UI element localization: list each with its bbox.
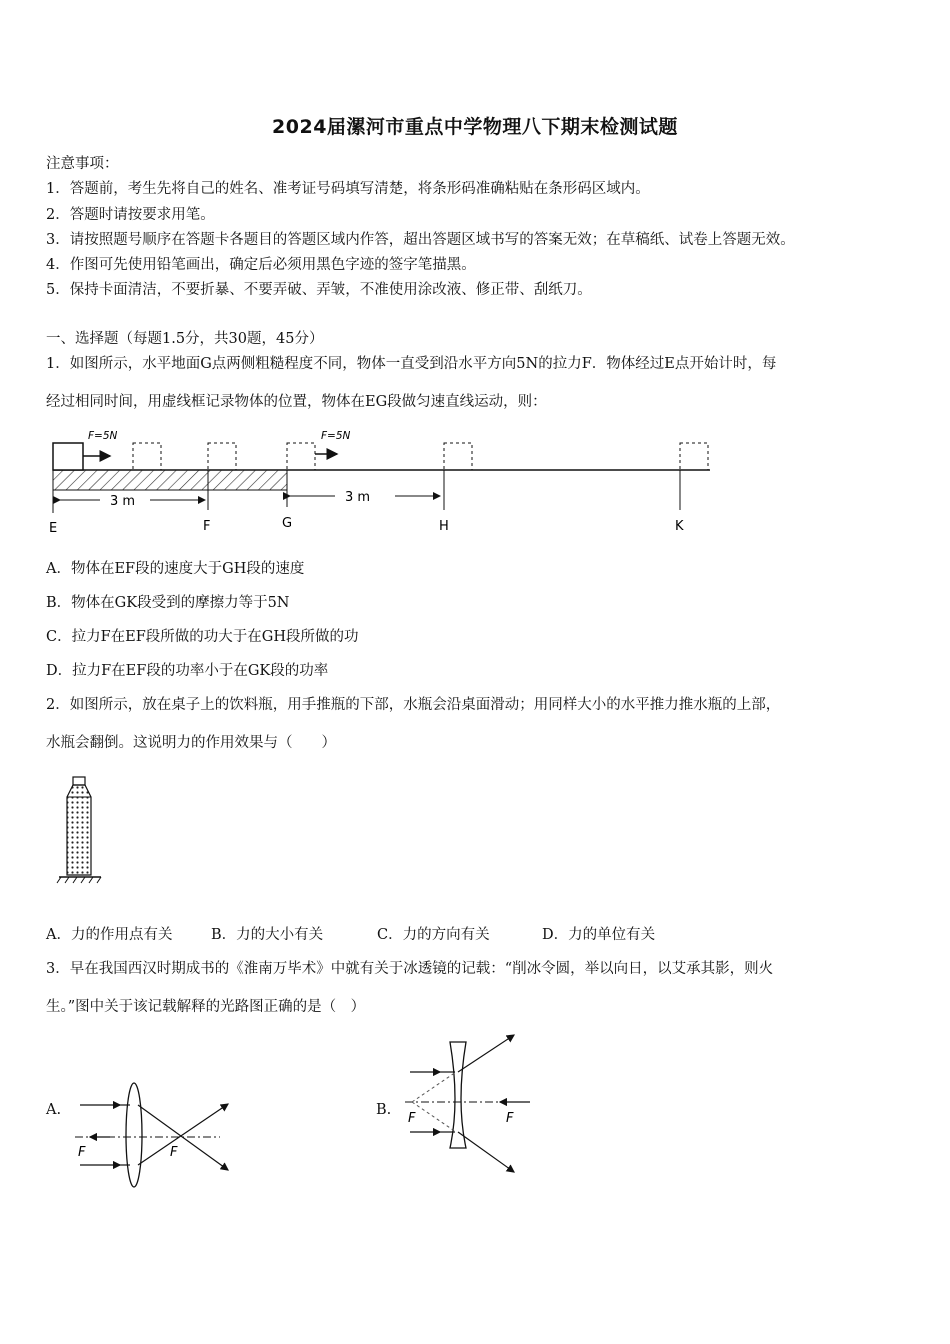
q2-option-d: D．力的单位有关 <box>542 927 656 943</box>
point-label-H: H <box>439 519 449 534</box>
point-label-G: G <box>282 516 293 531</box>
point-label-K: K <box>675 519 684 534</box>
notice-item: 2．答题时请按要求用笔。 <box>46 207 215 223</box>
focus-label-left: F <box>408 1111 416 1126</box>
notice-item: 4．作图可先使用铅笔画出，确定后必须用黑色字迹的签字笔描黑。 <box>46 257 476 273</box>
q1-option-c: C．拉力F在EF段所做的功大于在GH段所做的功 <box>46 629 359 645</box>
rough-surface <box>53 470 287 490</box>
dashed-position-box <box>287 443 315 470</box>
q3-stem-line2: 生。”图中关于该记载解释的光路图正确的是（ ） <box>46 999 366 1015</box>
notice-item: 1．答题前，考生先将自己的姓名、准考证号码填写清楚，将条形码准确粘贴在条形码区域内。 <box>46 181 650 197</box>
q1-stem-line2: 经过相同时间，用虚线框记录物体的位置，物体在EG段做匀速直线运动，则： <box>46 394 547 410</box>
dashed-position-box <box>208 443 236 470</box>
notice-item: 5．保持卡面清洁，不要折暴、不要弄破、弄皱，不准使用涂改液、修正带、刮纸刀。 <box>46 282 592 298</box>
dashed-position-box <box>444 443 472 470</box>
q2-option-c: C．力的方向有关 <box>377 927 490 943</box>
dashed-position-box <box>680 443 708 470</box>
point-label-F: F <box>203 519 211 534</box>
q3-option-a-label: A. <box>46 1102 62 1118</box>
distance-label-1: 3 m <box>110 494 136 509</box>
convex-lens-diagram <box>70 1080 235 1195</box>
q1-option-b: B．物体在GK段受到的摩擦力等于5N <box>46 595 290 611</box>
force-label-2: F=5N <box>321 430 351 442</box>
section-heading: 一、选择题（每题1.5分，共30题，45分） <box>46 331 324 347</box>
q2-stem-line2: 水瓶会翻倒。这说明力的作用效果与（ ） <box>46 735 336 751</box>
focus-label-right: F <box>170 1145 178 1160</box>
q3-option-b-label: B. <box>376 1102 392 1118</box>
notice-heading: 注意事项： <box>46 156 119 172</box>
q3-stem-line1: 3．早在我国西汉时期成书的《淮南万毕术》中就有关于冰透镜的记载：“削冰令圆，举以向日，以艾承其影，则火 <box>46 961 774 977</box>
q1-option-d: D．拉力F在EF段的功率小于在GK段的功率 <box>46 663 329 679</box>
notice-item: 3．请按照题号顺序在答题卡各题目的答题区域内作答，超出答题区域书写的答案无效；在草稿纸、试卷上答题无效。 <box>46 232 795 248</box>
q1-stem-line1: 1．如图所示，水平地面G点两侧粗糙程度不同，物体一直受到沿水平方向5N的拉力F．物体经过E点开始计时，每 <box>46 356 777 372</box>
q2-option-a: A．力的作用点有关 <box>46 927 173 943</box>
q1-figure <box>40 425 730 540</box>
bottle-figure <box>55 775 105 887</box>
concave-lens-diagram <box>400 1030 540 1178</box>
q2-stem-line1: 2．如图所示，放在桌子上的饮料瓶，用手推瓶的下部，水瓶会沿桌面滑动；用同样大小的水平推力推水瓶的上部， <box>46 697 781 713</box>
focus-label-left: F <box>78 1145 86 1160</box>
focus-label-right: F <box>506 1111 514 1126</box>
distance-label-2: 3 m <box>345 490 371 505</box>
dashed-position-box <box>133 443 161 470</box>
point-label-E: E <box>49 521 58 536</box>
page-title: 2024届漯河市重点中学物理八下期末检测试题 <box>272 116 678 138</box>
q2-option-b: B．力的大小有关 <box>211 927 324 943</box>
q1-option-a: A．物体在EF段的速度大于GH段的速度 <box>46 561 305 577</box>
block-object <box>53 443 83 470</box>
force-label-1: F=5N <box>88 430 118 442</box>
